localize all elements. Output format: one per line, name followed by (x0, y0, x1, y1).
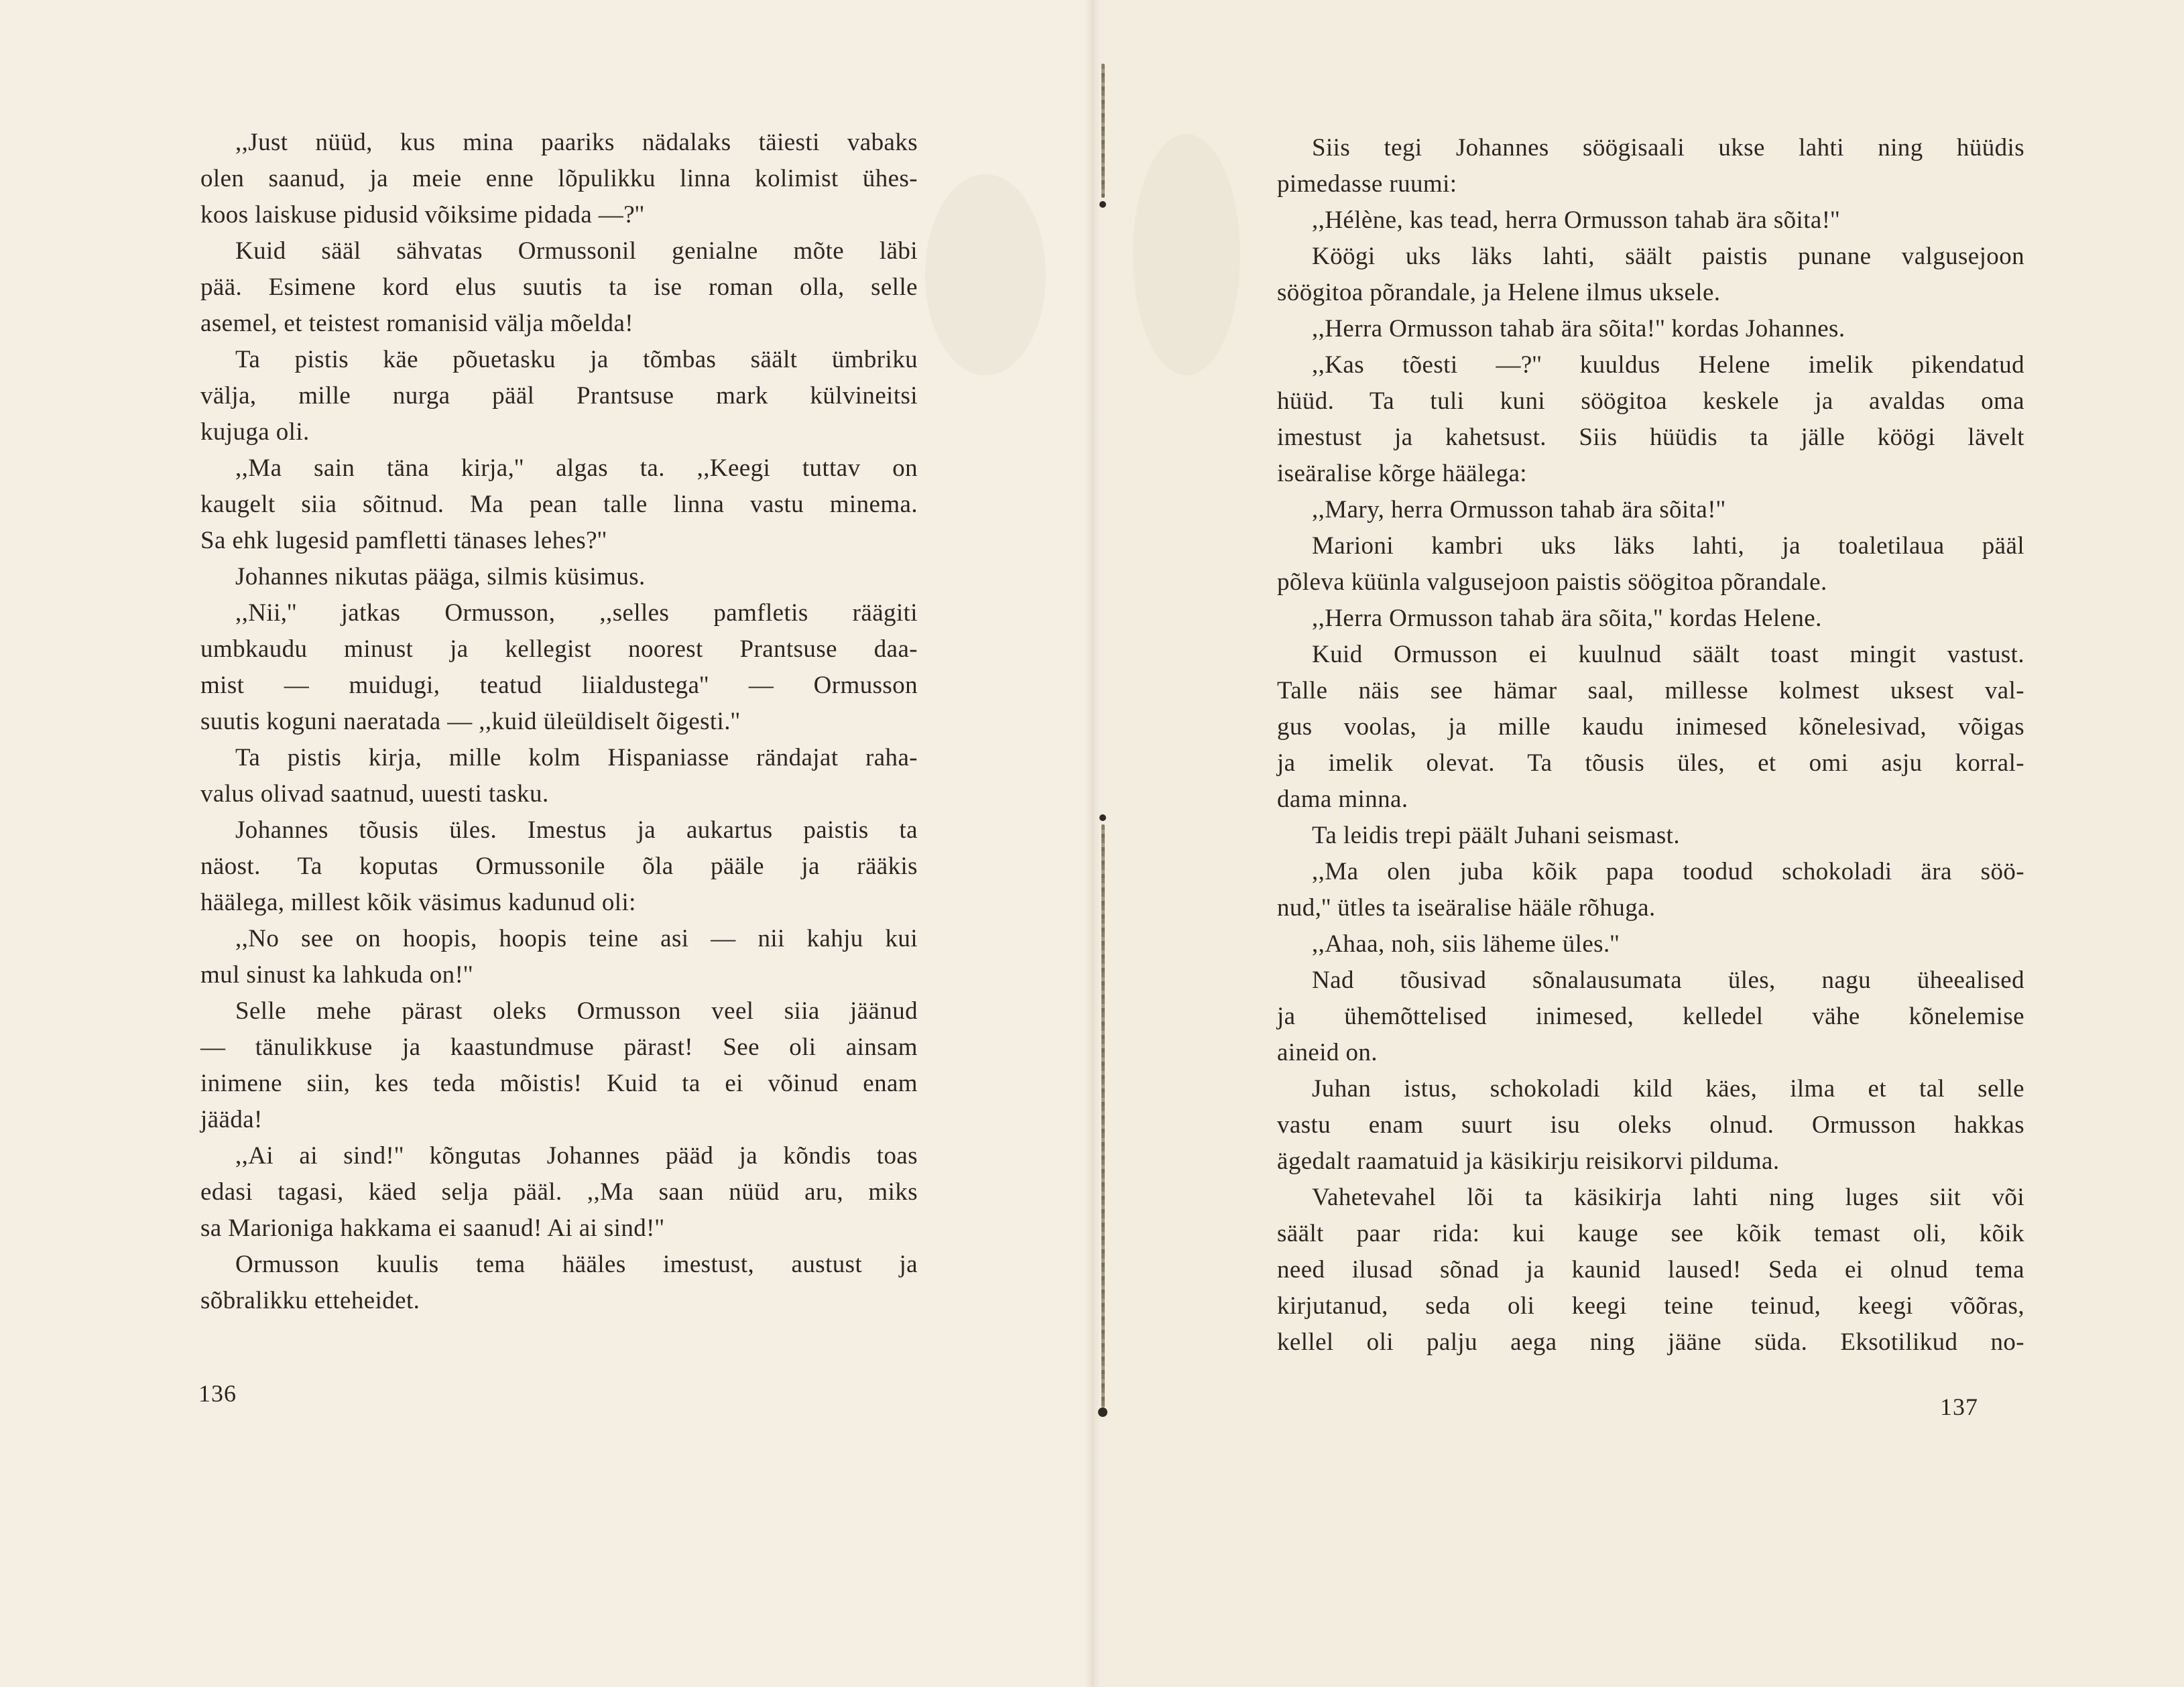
text-line: Ormusson kuulis tema hääles imestust, austust ja (235, 1251, 918, 1278)
text-line: valus olivad saatnud, uuesti tasku. (200, 780, 549, 808)
left-page-text (200, 125, 918, 1319)
text-line: Kuid sääl sähvatas Ormussonil genialne mõte läbi (235, 237, 918, 265)
text-line: ,,Nii,'' jatkas Ormusson, ,,selles pamfletis räägiti (235, 599, 918, 627)
text-line: ägedalt raamatuid ja käsikirju reisikorvi pilduma. (1277, 1147, 1780, 1175)
text-line: ja ühemõttelised inimesed, kelledel vähe kõnelemise (1277, 1003, 2024, 1030)
text-line: ,,Kas tõesti —?'' kuuldus Helene imelik pikendatud (1312, 351, 2024, 379)
text-line: dama minna. (1277, 786, 1408, 813)
text-line: Talle näis see hämar saal, millesse kolmest uksest val- (1277, 677, 2024, 704)
text-line: ,,Just nüüd, kus mina paariks nädalaks täiesti vabaks (235, 129, 918, 156)
text-line: kaugelt siia sõitnud. Ma pean talle linna vastu minema. (200, 491, 918, 518)
binding-thread-upper (1101, 64, 1105, 198)
text-line: pimedasse ruumi: (1277, 170, 1457, 198)
text-line: iseäralise kõrge häälega: (1277, 460, 1527, 487)
text-line: Nad tõusivad sõnalausumata üles, nagu üheealised (1312, 966, 2024, 994)
binding-knot (1099, 201, 1106, 208)
text-line: edasi tagasi, käed selja pääl. ,,Ma saan nüüd aru, miks (200, 1178, 918, 1206)
paper-stain (925, 174, 1046, 375)
text-line: ,,Ai ai sind!'' kõngutas Johannes pääd ja kõndis toas (235, 1142, 918, 1170)
text-line: ,,Hélène, kas tead, herra Ormusson tahab ära sõita!'' (1312, 206, 1840, 234)
text-line: ,,Ma olen juba kõik papa toodud schokoladi ära söö- (1312, 858, 2024, 885)
text-line: mul sinust ka lahkuda on!'' (200, 961, 473, 989)
text-line: aineid on. (1277, 1039, 1378, 1066)
text-line: ,,Ahaa, noh, siis läheme üles.'' (1312, 930, 1620, 958)
text-line: Selle mehe pärast oleks Ormusson veel siia jäänud (235, 997, 918, 1025)
right-page-text (1277, 130, 2024, 1361)
left-page (0, 0, 1091, 1687)
text-line: Johannes nikutas pääga, silmis küsimus. (235, 563, 646, 590)
text-line: näost. Ta koputas Ormussonile õla pääle ja rääkis (200, 853, 918, 880)
text-line: sa Marioniga hakkama ei saanud! Ai ai sind!'' (200, 1214, 665, 1242)
text-line: need ilusad sõnad ja kaunid laused! Seda ei olnud tema (1277, 1256, 2024, 1284)
text-line: põleva küünla valgusejoon paistis söögitoa põrandale. (1277, 568, 1827, 596)
text-line: Ta leidis trepi päält Juhani seismast. (1312, 822, 1680, 849)
text-line: ,,Herra Ormusson tahab ära sõita,'' kordas Helene. (1312, 605, 1822, 632)
page-number-left: 136 (198, 1380, 237, 1407)
text-line: kirjutanud, seda oli keegi teine teinud, keegi võõras, (1277, 1292, 2024, 1320)
text-line: Johannes tõusis üles. Imestus ja aukartus paistis ta (235, 816, 918, 844)
right-page (1093, 0, 2184, 1687)
text-line: asemel, et teistest romanisid välja mõelda! (200, 310, 634, 337)
binding-knot (1099, 814, 1106, 821)
text-line: ja imelik olevat. Ta tõusis üles, et omi asju korral- (1277, 749, 2024, 777)
text-line: ,,Herra Ormusson tahab ära sõita!'' kordas Johannes. (1312, 315, 1845, 342)
text-line: Köögi uks läks lahti, säält paistis punane valgusejoon (1312, 243, 2024, 270)
text-line: inimene siin, kes teda mõistis! Kuid ta ei võinud enam (200, 1070, 918, 1097)
paper-stain (1133, 134, 1240, 375)
text-line: kellel oli palju aega ning jääne süda. Eksotilikud no- (1277, 1328, 2024, 1356)
text-line: mist — muidugi, teatud liialdustega'' — Ormusson (200, 672, 918, 699)
text-line: säält paar rida: kui kauge see kõik temast oli, kõik (1277, 1220, 2024, 1247)
text-line: Vahetevahel lõi ta käsikirja lahti ning luges siit või (1312, 1184, 2024, 1211)
text-line: Kuid Ormusson ei kuulnud säält toast mingit vastust. (1312, 641, 2024, 668)
text-line: kujuga oli. (200, 418, 310, 446)
text-line: ,,Mary, herra Ormusson tahab ära sõita!'' (1312, 496, 1726, 523)
text-line: Ta pistis käe põuetasku ja tõmbas säält ümbriku (235, 346, 918, 373)
text-line: jääda! (200, 1106, 263, 1133)
text-line: vastu enam suurt isu oleks olnud. Ormusson hakkas (1277, 1111, 2024, 1139)
text-line: koos laiskuse pidusid võiksime pidada —?'' (200, 201, 645, 229)
text-line: Sa ehk lugesid pamfletti tänases lehes?'' (200, 527, 607, 554)
text-line: ,,No see on hoopis, hoopis teine asi — nii kahju kui (235, 925, 918, 952)
text-line: häälega, millest kõik väsimus kadunud oli: (200, 889, 636, 916)
binding-thread-lower (1101, 824, 1105, 1408)
binding-knot (1098, 1408, 1107, 1417)
text-line: gus voolas, ja mille kaudu inimesed kõnelesivad, võigas (1277, 713, 2024, 741)
text-line: olen saanud, ja meie enne lõpulikku linna kolimist ühes- (200, 165, 918, 192)
text-line: Ta pistis kirja, mille kolm Hispaniasse rändajat raha- (235, 744, 918, 771)
text-line: hüüd. Ta tuli kuni söögitoa keskele ja avaldas oma (1277, 387, 2024, 415)
text-line: välja, mille nurga pääl Prantsuse mark külvineitsi (200, 382, 918, 410)
text-line: söögitoa põrandale, ja Helene ilmus uksele. (1277, 279, 1721, 306)
text-line: — tänulikkuse ja kaastundmuse pärast! See oli ainsam (200, 1034, 918, 1061)
book-gutter (1085, 0, 1101, 1687)
text-line: umbkaudu minust ja kellegist noorest Prantsuse daa- (200, 635, 918, 663)
text-line: pää. Esimene kord elus suutis ta ise roman olla, selle (200, 273, 918, 301)
text-line: ,,Ma sain täna kirja,'' algas ta. ,,Keegi tuttav on (235, 454, 918, 482)
text-line: suutis koguni naeratada — ,,kuid üleüldiselt õigesti.'' (200, 708, 741, 735)
text-line: Marioni kambri uks läks lahti, ja toaletilaua pääl (1312, 532, 2024, 560)
text-line: nud,'' ütles ta iseäralise hääle rõhuga. (1277, 894, 1656, 922)
text-line: imestust ja kahetsust. Siis hüüdis ta jälle köögi lävelt (1277, 424, 2024, 451)
text-line: Juhan istus, schokoladi kild käes, ilma et tal selle (1312, 1075, 2024, 1103)
page-number-right: 137 (1940, 1393, 1978, 1420)
text-line: sõbralikku etteheidet. (200, 1287, 420, 1314)
text-line: Siis tegi Johannes söögisaali ukse lahti ning hüüdis (1312, 134, 2024, 162)
